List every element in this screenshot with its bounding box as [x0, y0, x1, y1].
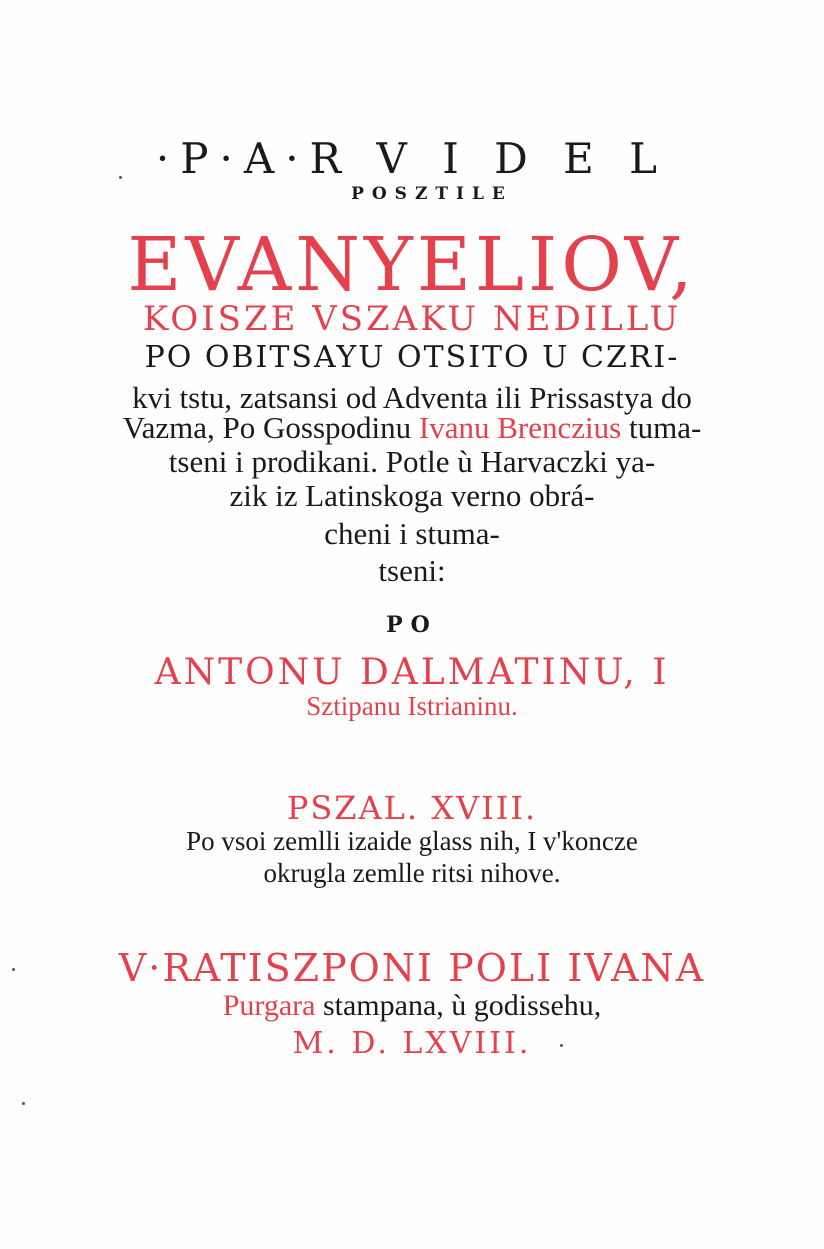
title-koisze-vszaku-nedillu: KOISZE VSZAKU NEDILLU	[142, 299, 682, 339]
psalm-line-1: Po vsoi zemlli izaide glass nih, I v'koncze	[186, 826, 638, 856]
body-line-vazma-end: tuma-	[621, 410, 702, 445]
title-parvi-del: ·P·A·R V I D E L	[155, 134, 669, 183]
body-line-zik: zik iz Latinskoga verno obrá-	[229, 478, 595, 513]
title-posztile: POSZTILE	[351, 184, 513, 204]
psalm-line-2: okrugla zemlle ritsi nihove.	[263, 858, 561, 888]
authors-po: PO	[386, 612, 438, 638]
imprint-printer	[0, 989, 824, 1023]
body-line-kvi: kvi tstu, zatsansi od Adventa ili Prissastya do	[132, 380, 692, 415]
body-line-vazma-red-name: Ivanu Brenczius	[418, 410, 622, 445]
body-line-tseni-end: tseni:	[378, 553, 446, 588]
authors-antonu-dalmatinu: ANTONU DALMATINU, I	[154, 652, 670, 693]
imprint-year: M. D. LXVIII.	[292, 1026, 532, 1061]
body-line-tseni: tseni i prodikani. Potle ù Harvaczki ya-	[168, 444, 656, 479]
authors-sztipanu: Sztipanu Istrianinu.	[306, 691, 518, 721]
ink-speck	[119, 176, 122, 179]
imprint-place: V·RATISZPONI POLI IVANA	[118, 946, 706, 990]
ink-speck	[12, 968, 15, 971]
imprint-printer-rest: stampana, ù godissehu,	[315, 989, 602, 1022]
imprint-printer-name: Purgara	[222, 989, 316, 1022]
body-line-po-obitsayu: PO OBITSAYU OTSITO U CZRI-	[144, 340, 680, 375]
body-line-vazma-start: Vazma, Po Gosspodinu	[122, 410, 419, 445]
ink-speck	[22, 1102, 25, 1105]
title-evanyeliov: EVANYELIOV,	[127, 222, 697, 308]
body-line-cheni: cheni i stuma-	[324, 516, 500, 551]
psalm-reference: PSZAL. XVIII.	[286, 789, 538, 827]
body-line-vazma	[0, 410, 824, 446]
ink-speck	[560, 1044, 563, 1047]
